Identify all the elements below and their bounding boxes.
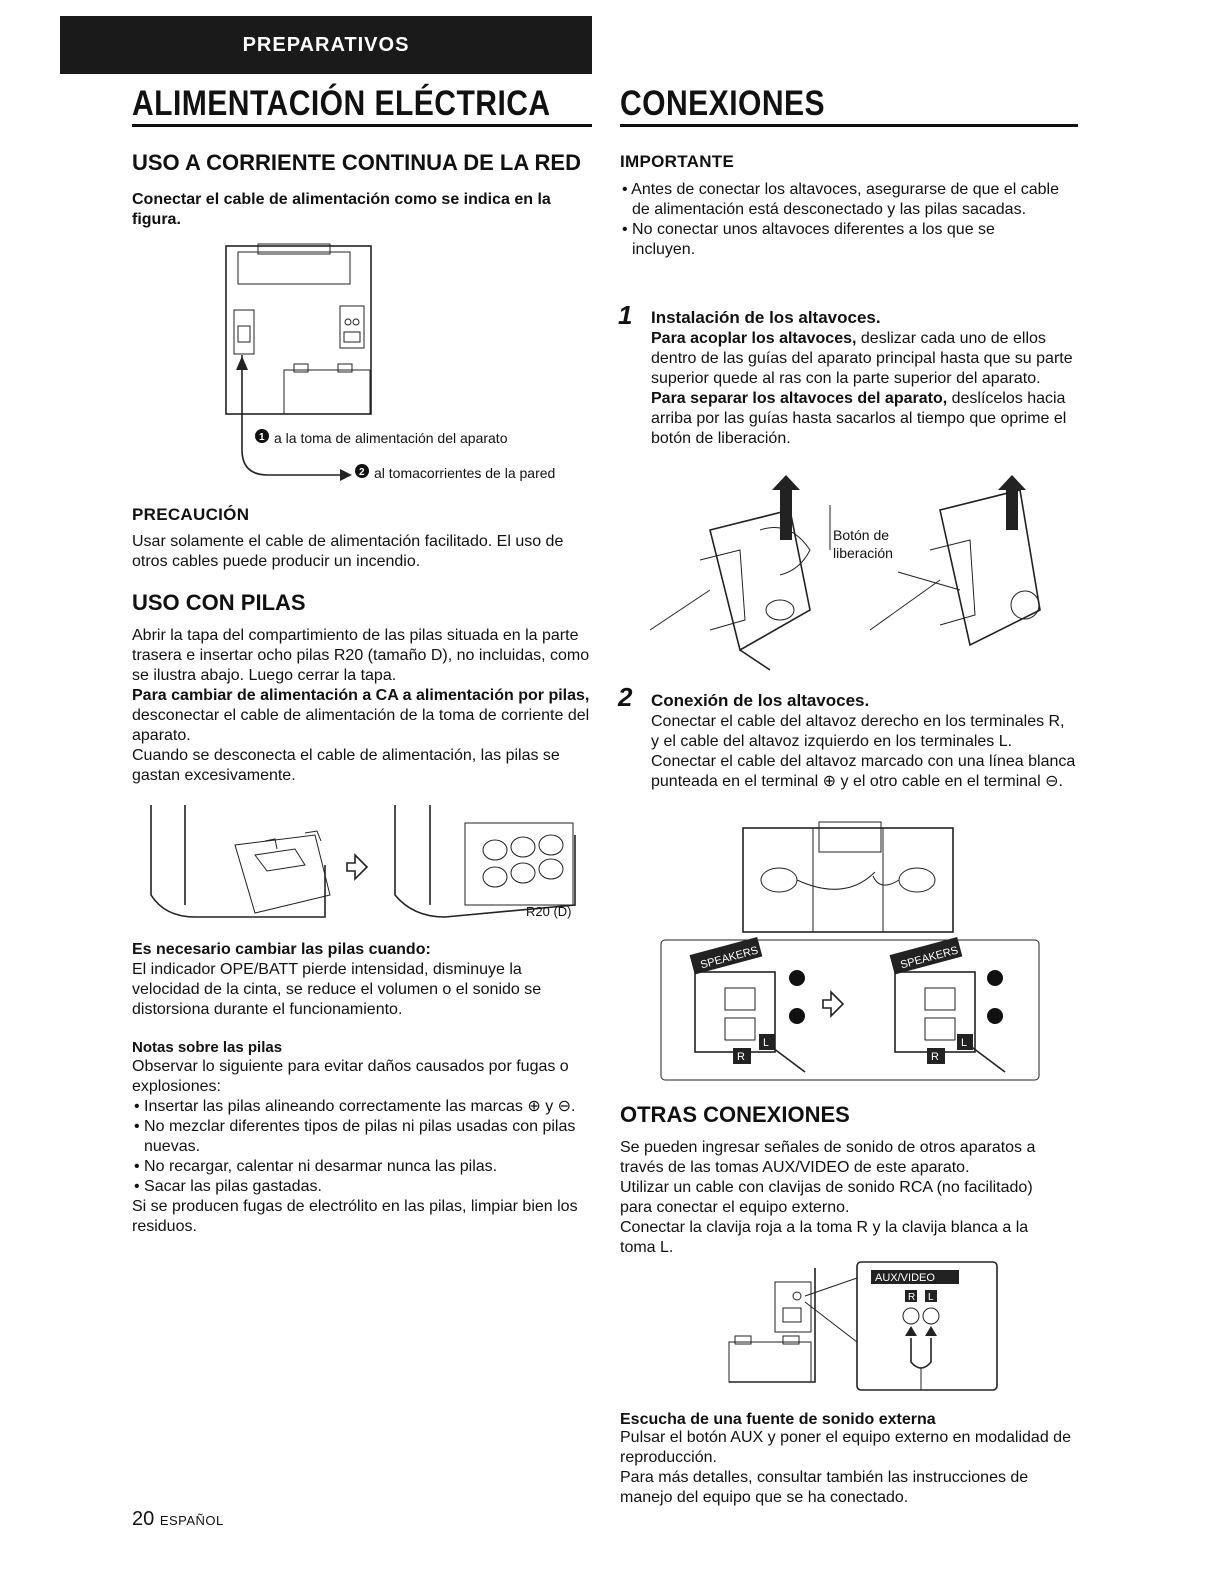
ac-power-figure — [220, 240, 580, 485]
footer-language: ESPAÑOL — [159, 1513, 224, 1528]
ac-label-1: a la toma de alimentación del aparato — [274, 430, 508, 446]
replace-heading: Es necesario cambiar las pilas cuando: — [132, 941, 431, 958]
important-list — [620, 180, 1060, 260]
caution-text: Usar solamente el cable de alimentación facilitado. El uso de otros cables puede producir un incendio. — [132, 533, 564, 570]
important-item: • Antes de conectar los altavoces, asegurarse de que el cable de alimentación está desconectado y las pilas sacadas. — [622, 181, 1059, 218]
important-heading: IMPORTANTE — [620, 152, 735, 171]
listen-p1: Pulsar el botón AUX y poner el equipo externo en modalidad de reproducción. — [620, 1429, 1071, 1466]
ac-intro: Conectar el cable de alimentación como se indica en la figura. — [132, 191, 551, 228]
batteries-text — [132, 626, 592, 786]
other-p2: Utilizar un cable con clavijas de sonido RCA (no facilitado) para conectar el equipo externo. — [620, 1179, 1033, 1216]
ac-heading: USO A CORRIENTE CONTINUA DE LA RED — [132, 150, 581, 175]
notes-list — [132, 1057, 592, 1237]
terminal-l-left: L — [763, 1037, 770, 1049]
notes-intro: Observar lo siguiente para evitar daños causados por fugas o explosiones: — [132, 1058, 569, 1095]
batteries-p3: Cuando se desconecta el cable de alimentación, las pilas se gastan excesivamente. — [132, 747, 560, 784]
caution-heading: PRECAUCIÓN — [132, 505, 250, 524]
aux-jack-l: L — [928, 1292, 934, 1303]
step-2-title: Conexión de los altavoces. — [651, 691, 870, 710]
terminal-r-right: R — [931, 1051, 939, 1063]
ac-label-2: al tomacorrientes de la pared — [374, 465, 556, 481]
step-1-number: 1 — [618, 300, 633, 330]
replace-text: El indicador OPE/BATT pierde intensidad, disminuye la velocidad de la cinta, se reduce el volumen o el sonido se distorsiona durante el funcionamiento. — [132, 961, 542, 1018]
aux-figure — [725, 1262, 1005, 1392]
speaker-detach-figure — [640, 470, 1060, 680]
step-1-detach-bold: Para separar los altavoces del aparato, — [651, 390, 948, 407]
svg-text:1: 1 — [259, 432, 265, 443]
listen-p2: Para más detalles, consultar también las instrucciones de manejo del equipo que se ha conectado. — [620, 1469, 1029, 1506]
note-item: • Insertar las pilas alineando correctamente las marcas ⊕ y ⊖. — [134, 1098, 576, 1115]
other-heading: OTRAS CONEXIONES — [620, 1102, 850, 1127]
note-item: • No recargar, calentar ni desarmar nunca las pilas. — [134, 1158, 498, 1175]
speakers-label-right: SPEAKERS — [899, 944, 960, 972]
note-item: • No mezclar diferentes tipos de pilas ni pilas usadas con pilas nuevas. — [134, 1118, 576, 1155]
step-2-text: Conectar el cable del altavoz derecho en los terminales R, y el cable del altavoz izquierdo en los terminales L. Conectar el cable del altavoz marcado con una línea blanca punteada en el terminal ⊕ y el otro cable en el terminal ⊖. — [651, 713, 1076, 790]
section-banner: PREPARATIVOS — [60, 16, 592, 74]
batteries-heading: USO CON PILAS — [132, 590, 306, 615]
right-title-rule — [620, 124, 1078, 127]
other-p3: Conectar la clavija roja a la toma R y la clavija blanca a la toma L. — [620, 1219, 1029, 1256]
terminal-l-right: L — [961, 1037, 968, 1049]
left-title: ALIMENTACIÓN ELÉCTRICA — [132, 84, 551, 123]
batteries-p2 — [132, 686, 592, 746]
notes-heading: Notas sobre las pilas — [132, 1039, 283, 1056]
step-1-attach — [651, 329, 1076, 389]
step-1-text — [651, 329, 1076, 449]
listen-text — [620, 1428, 1080, 1508]
svg-text:2: 2 — [359, 467, 365, 478]
battery-figure — [145, 805, 585, 930]
page-number: 20 — [132, 1508, 155, 1530]
step-1-attach-bold: Para acoplar los altavoces, — [651, 330, 857, 347]
right-title: CONEXIONES — [620, 84, 826, 123]
aux-jack-r: R — [908, 1292, 916, 1303]
batteries-p2-rest: desconectar el cable de alimentación de la toma de corriente del aparato. — [132, 707, 590, 744]
speaker-connection-figure — [655, 822, 1045, 1084]
other-text — [620, 1138, 1065, 1258]
terminal-r-left: R — [737, 1051, 745, 1063]
listen-heading: Escucha de una fuente de sonido externa — [620, 1411, 936, 1428]
battery-label: R20 (D) — [526, 904, 572, 919]
other-p1: Se pueden ingresar señales de sonido de otros aparatos a través de las tomas AUX/VIDEO de este aparato. — [620, 1139, 1036, 1176]
notes-outro: Si se producen fugas de electrólito en las pilas, limpiar bien los residuos. — [132, 1198, 578, 1235]
batteries-p2-bold: Para cambiar de alimentación a CA a alimentación por pilas, — [132, 687, 590, 704]
page-footer — [132, 1508, 224, 1531]
release-button-label — [833, 526, 893, 562]
important-item: • No conectar unos altavoces diferentes a los que se incluyen. — [622, 221, 995, 258]
note-item: • Sacar las pilas gastadas. — [134, 1178, 322, 1195]
step-1-detach-rest: deslícelos hacia arriba por las guías hasta sacarlos al tiempo que oprime el botón de liberación. — [651, 390, 1067, 447]
release-label-line2: liberación — [833, 545, 893, 561]
aux-label: AUX/VIDEO — [875, 1272, 935, 1284]
speakers-label-left: SPEAKERS — [699, 944, 760, 972]
step-1-attach-rest: deslizar cada uno de ellos dentro de las guías del aparato principal hasta que su parte superior quede al ras con la parte superior del aparato. — [651, 330, 1073, 387]
step-1-detach — [651, 389, 1076, 449]
step-1-title: Instalación de los altavoces. — [651, 308, 881, 327]
release-label-line1: Botón de — [833, 527, 890, 543]
step-2-number: 2 — [618, 682, 633, 712]
batteries-p1: Abrir la tapa del compartimiento de las pilas situada en la parte trasera e insertar ocho pilas R20 (tamaño D), no incluidas, como se ilustra abajo. Luego cerrar la tapa. — [132, 627, 590, 684]
left-title-rule — [132, 124, 592, 127]
